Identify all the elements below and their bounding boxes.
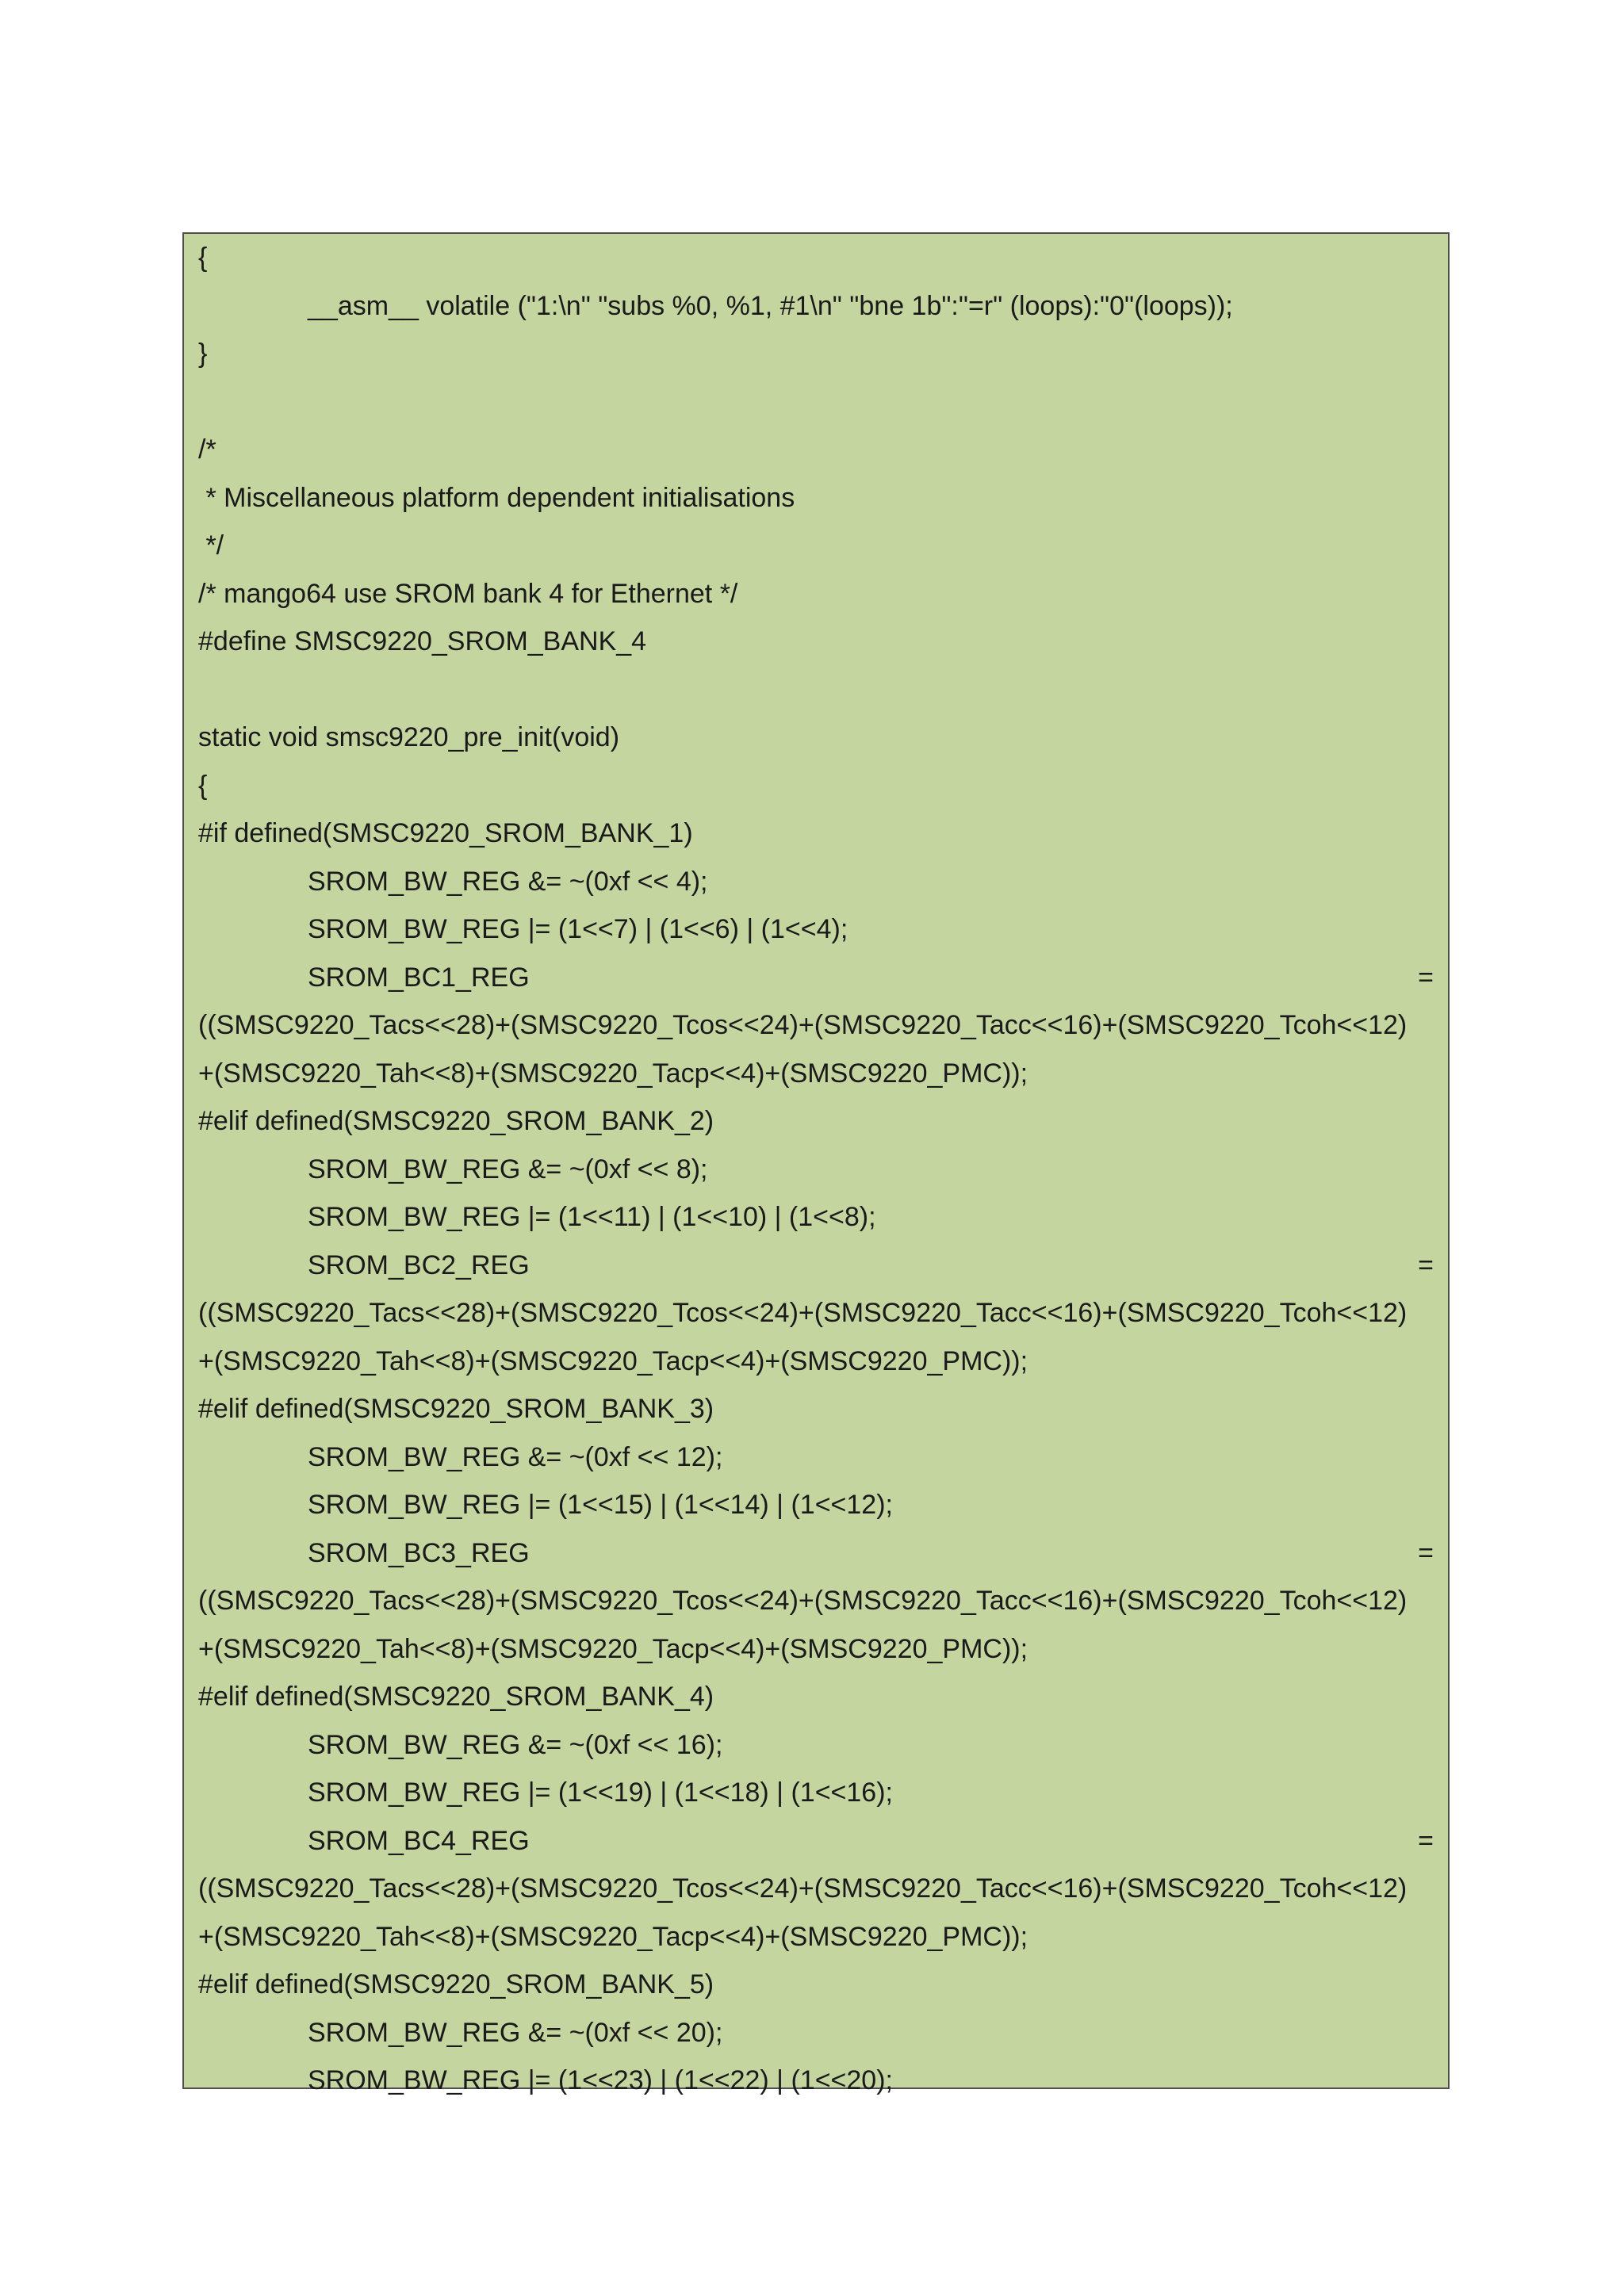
code-line bbox=[198, 1625, 1434, 1673]
code-line-text: ((SMSC9220_Tacs<<28)+(SMSC9220_Tcos<<24)+(SMSC9220_Tacc<<16)+(SMSC9220_Tcoh<<12) bbox=[198, 1873, 1408, 1904]
code-line-text: * Miscellaneous platform dependent initialisations bbox=[198, 482, 795, 513]
code-line-text: */ bbox=[198, 530, 224, 561]
code-line-text: SROM_BW_REG |= (1<<7) | (1<<6) | (1<<4); bbox=[308, 914, 848, 944]
code-line bbox=[308, 1146, 1434, 1193]
code-line bbox=[198, 1001, 1434, 1049]
code-line bbox=[198, 762, 1434, 809]
assignment-operator: = bbox=[1418, 1249, 1434, 1280]
code-line-text: static void smsc9220_pre_init(void) bbox=[198, 722, 620, 752]
code-line-text: __asm__ volatile ("1:\n" "subs %0, %1, #1\n" "bne 1b":"=r" (loops):"0"(loops)); bbox=[308, 290, 1233, 321]
code-line-text: SROM_BW_REG &= ~(0xf << 20); bbox=[308, 2017, 723, 2048]
code-line-text: #elif defined(SMSC9220_SROM_BANK_5) bbox=[198, 1969, 714, 1999]
code-line-text: #define SMSC9220_SROM_BANK_4 bbox=[198, 626, 647, 656]
code-line-text: SROM_BW_REG |= (1<<19) | (1<<18) | (1<<16); bbox=[308, 1777, 893, 1808]
code-line bbox=[198, 234, 1434, 281]
code-line-text: ((SMSC9220_Tacs<<28)+(SMSC9220_Tcos<<24)+(SMSC9220_Tacc<<16)+(SMSC9220_Tcoh<<12) bbox=[198, 1586, 1408, 1616]
code-line bbox=[198, 1673, 1434, 1720]
code-line bbox=[308, 1529, 1434, 1577]
code-line bbox=[308, 282, 1434, 330]
code-line bbox=[198, 714, 1434, 761]
code-line-text: SROM_BW_REG |= (1<<23) | (1<<22) | (1<<20); bbox=[308, 2065, 893, 2095]
code-line bbox=[308, 1769, 1434, 1816]
code-line bbox=[308, 2009, 1434, 2057]
code-line-text: SROM_BW_REG &= ~(0xf << 12); bbox=[308, 1441, 723, 1472]
code-line bbox=[308, 954, 1434, 1001]
code-line-text: SROM_BC4_REG bbox=[308, 1825, 530, 1856]
code-line bbox=[198, 1050, 1434, 1097]
code-line-text: +(SMSC9220_Tah<<8)+(SMSC9220_Tacp<<4)+(SMSC9220_PMC)); bbox=[198, 1345, 1028, 1376]
code-line bbox=[198, 1289, 1434, 1337]
code-line-text: ((SMSC9220_Tacs<<28)+(SMSC9220_Tcos<<24)+(SMSC9220_Tacc<<16)+(SMSC9220_Tcoh<<12) bbox=[198, 1010, 1408, 1040]
assignment-operator: = bbox=[1418, 962, 1434, 993]
code-line bbox=[198, 1961, 1434, 2008]
code-line bbox=[308, 1242, 1434, 1289]
code-line bbox=[198, 378, 1434, 426]
code-listing-box bbox=[182, 232, 1450, 2095]
code-line-text: +(SMSC9220_Tah<<8)+(SMSC9220_Tacp<<4)+(SMSC9220_PMC)); bbox=[198, 1921, 1028, 1952]
code-line-text: /* mango64 use SROM bank 4 for Ethernet */ bbox=[198, 578, 738, 609]
code-line bbox=[308, 1193, 1434, 1241]
code-line-text: } bbox=[198, 339, 208, 369]
code-line bbox=[198, 1337, 1434, 1385]
code-line bbox=[198, 1097, 1434, 1145]
code-line-text: { bbox=[198, 770, 208, 801]
code-line-text: SROM_BW_REG &= ~(0xf << 16); bbox=[308, 1729, 723, 1760]
code-line bbox=[198, 618, 1434, 665]
code-line bbox=[308, 858, 1434, 905]
code-line-text: SROM_BW_REG |= (1<<11) | (1<<10) | (1<<8); bbox=[308, 1202, 876, 1232]
code-line-text: SROM_BC2_REG bbox=[308, 1249, 530, 1280]
code-line bbox=[308, 905, 1434, 953]
assignment-operator: = bbox=[1418, 1537, 1434, 1568]
code-line-text: +(SMSC9220_Tah<<8)+(SMSC9220_Tacp<<4)+(SMSC9220_PMC)); bbox=[198, 1633, 1028, 1664]
code-line bbox=[198, 330, 1434, 377]
code-line bbox=[198, 570, 1434, 618]
code-line-text: { bbox=[198, 243, 208, 273]
code-line bbox=[198, 809, 1434, 857]
code-line-text: SROM_BC1_REG bbox=[308, 962, 530, 993]
code-line bbox=[198, 1865, 1434, 1912]
code-line-text: SROM_BC3_REG bbox=[308, 1537, 530, 1568]
code-line bbox=[198, 474, 1434, 522]
code-line bbox=[198, 522, 1434, 569]
code-line-text: #elif defined(SMSC9220_SROM_BANK_2) bbox=[198, 1106, 714, 1136]
code-line bbox=[308, 1721, 1434, 1769]
code-line-text: #elif defined(SMSC9220_SROM_BANK_3) bbox=[198, 1394, 714, 1424]
code-line-text: /* bbox=[198, 434, 216, 465]
code-line-text: ((SMSC9220_Tacs<<28)+(SMSC9220_Tcos<<24)+(SMSC9220_Tacc<<16)+(SMSC9220_Tcoh<<12) bbox=[198, 1298, 1408, 1328]
code-line-text: SROM_BW_REG &= ~(0xf << 4); bbox=[308, 866, 708, 897]
code-line bbox=[198, 1385, 1434, 1433]
code-line-text: SROM_BW_REG &= ~(0xf << 8); bbox=[308, 1154, 708, 1184]
code-line bbox=[308, 1817, 1434, 1865]
code-line-text: +(SMSC9220_Tah<<8)+(SMSC9220_Tacp<<4)+(SMSC9220_PMC)); bbox=[198, 1058, 1028, 1089]
code-line bbox=[198, 426, 1434, 473]
code-line bbox=[308, 2057, 1434, 2104]
code-line-text: SROM_BW_REG |= (1<<15) | (1<<14) | (1<<12); bbox=[308, 1490, 893, 1520]
code-line-text: #elif defined(SMSC9220_SROM_BANK_4) bbox=[198, 1682, 714, 1712]
code-line bbox=[198, 1577, 1434, 1624]
code-line bbox=[308, 1481, 1434, 1529]
code-line-text: #if defined(SMSC9220_SROM_BANK_1) bbox=[198, 818, 693, 848]
code-line bbox=[198, 1913, 1434, 1961]
code-line bbox=[308, 1433, 1434, 1481]
assignment-operator: = bbox=[1418, 1825, 1434, 1856]
code-line bbox=[198, 666, 1434, 714]
